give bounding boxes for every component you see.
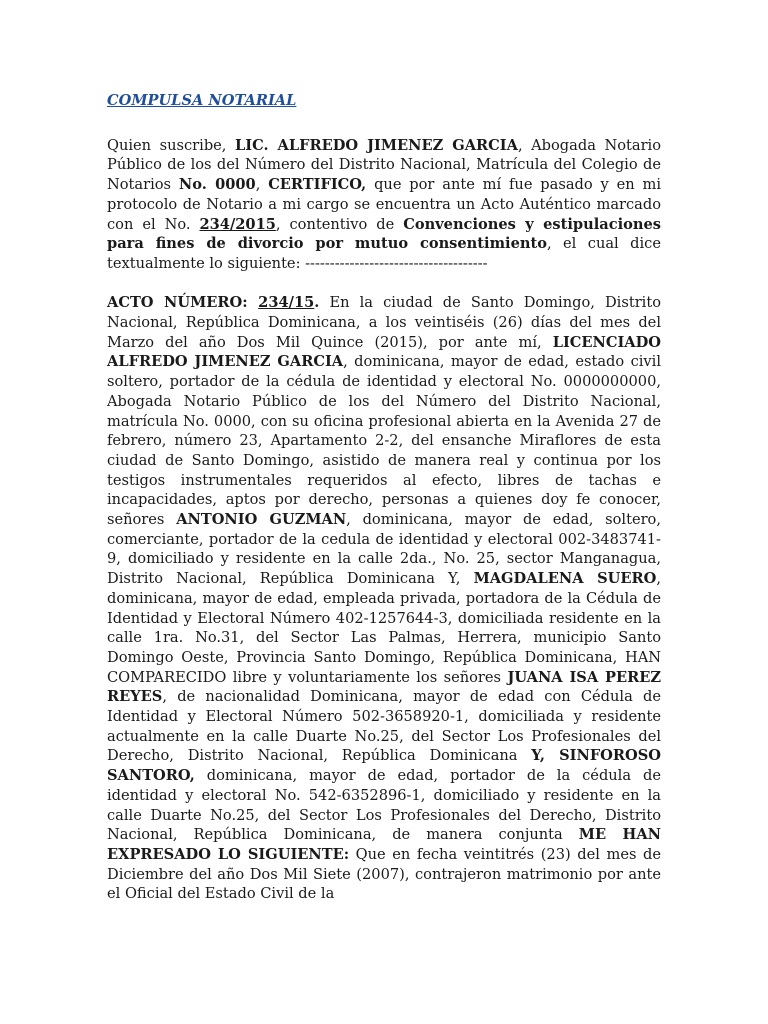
paragraph-2-text: 234/15 [258,294,315,312]
paragraph-1-text: que por ante mí fue pasado y en mi protocolo de Notario a mi cargo se encuentra un Acto Auténtico marcado con el No. [107,176,661,233]
paragraph-1-text: 234/2015 [199,215,276,233]
paragraph-2-text: , de nacionalidad Dominicana, mayor de edad con Cédula de Identidad y Electoral Número 502-3658920-1, domiciliada y residente actualmente en la calle Duarte No.25, del Sector Los Profesionales del Derecho, Distrito Nacional, República Dominicana [107,688,661,765]
paragraph-1-text: Quien suscribe, [107,136,236,154]
paragraph-1-text: No. 0000 [178,176,256,194]
paragraph-2-text: ACTO NÚMERO: [107,294,259,312]
paragraph-2-text: JUANA ISA PEREZ REYES [107,668,661,706]
paragraph-2-text: ME HAN EXPRESADO LO SIGUIENTE: [107,826,662,863]
paragraph-1-text: , [255,176,269,194]
paragraph-2-text: , dominicana, mayor de edad, estado civil soltero, portador de la cédula de identidad y electoral No. 0000000000, Abogada Notario Público de los del Número del Distrito Nacional, matrícula No. 0000, con su oficina profesional abierta en la Avenida 27 de febrero, número 23, Apartamento 2-2, del ensanche Miraflores de esta ciudad de Santo Domingo, asistido de manera real y continua por los testigos instrumentales requeridos al efecto, libres de tachas e incapacidades, aptos por derecho, personas a quienes doy fe conocer, señores [107,353,661,529]
paragraph-1-text: Convenciones y estipulaciones para fines de divorcio por mutuo consentimiento [107,215,661,253]
paragraph-2-text: Que en fecha veintitrés (23) del mes de Diciembre del año Dos Mil Siete (2007), contrajeron matrimonio por ante el Oficial del Estado Civil de la [107,846,661,903]
paragraph-1-text: LIC. ALFREDO JIMENEZ GARCIA [235,136,518,154]
paragraph-2-text: Y, SINFOROSO SANTORO, [107,747,661,785]
paragraph-2-text: LICENCIADO ALFREDO JIMENEZ GARCIA [107,333,661,371]
paragraph-1 [107,136,661,274]
paragraph-2-text: MAGDALENA SUERO [473,570,657,588]
document-body [107,136,661,904]
paragraph-2-text: ANTONIO GUZMAN [176,511,347,529]
document-title: COMPULSA NOTARIAL [107,92,297,109]
paragraph-2-text: , dominicana, mayor de edad, empleada privada, portadora de la Cédula de Identidad y Electoral Número 402-1257644-3, domiciliada residente en la calle 1ra. No.31, del Sector Las Palmas, Herrera, municipio Santo Domingo Oeste, Provincia Santo Domingo, República Dominicana, HAN COMPARECIDO libre y voluntariamente los señores [107,570,661,686]
paragraph-2-text: dominicana, mayor de edad, portador de la cédula de identidad y electoral No. 542-6352896-1, domiciliado y residente en la calle Duarte No.25, del Sector Los Profesionales del Derecho, Distrito Nacional, República Dominicana, de manera conjunta [107,767,661,844]
document-page [107,91,661,904]
paragraph-2-text: , dominicana, mayor de edad, soltero, comerciante, portador de la cedula de identidad y electoral 002-3483741-9, domiciliado y residente en la calle 2da., No. 25, sector Manganagua, Distrito Nacional, República Dominicana Y, [107,511,661,588]
paragraph-2 [107,293,661,904]
paragraph-1-text: , el cual dice textualmente lo siguiente: ------------------------------------- [107,235,661,272]
paragraph-1-text: , Abogada Notario Público de los del Número del Distrito Nacional, Matrícula del Colegio de Notarios [107,136,662,194]
paragraph-2-text: . [314,294,320,312]
paragraph-2-text: En la ciudad de Santo Domingo, Distrito Nacional, República Dominicana, a los veintiséis (26) días del mes del Marzo del año Dos Mil Quince (2015), por ante mí, [107,294,662,351]
paragraph-1-text: CERTIFICO, [268,176,367,194]
paragraph-1-text: , contentivo de [275,215,404,233]
